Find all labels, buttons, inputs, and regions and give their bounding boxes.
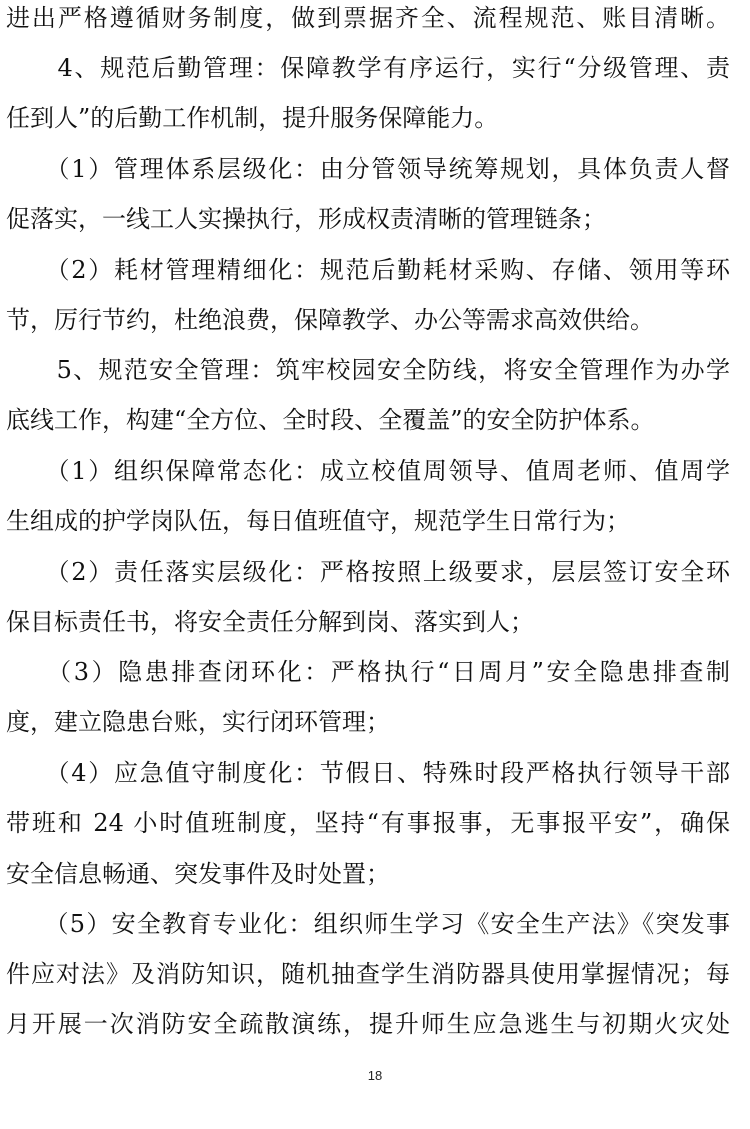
text-line: 任到人”的后勤工作机制，提升服务保障能力。 [6, 104, 499, 132]
text-line: （1）组织保障常态化：成立校值周领导、值周老师、值周学 [6, 457, 730, 485]
text-line: 带班和 24 小时值班制度，坚持“有事报事，无事报平安”，确保 [6, 809, 730, 837]
text-line: 底线工作，构建“全方位、全时段、全覆盖”的安全防护体系。 [6, 406, 655, 434]
text-line: 生组成的护学岗队伍，每日值班值守，规范学生日常行为； [6, 507, 630, 535]
text-line: （4）应急值守制度化：节假日、特殊时段严格执行领导干部 [6, 759, 730, 787]
text-line: （2）责任落实层级化：严格按照上级要求，层层签订安全环 [6, 558, 730, 586]
text-line: 进出严格遵循财务制度，做到票据齐全、流程规范、账目清晰。 [6, 4, 730, 32]
text-line: 度，建立隐患台账，实行闭环管理； [6, 708, 390, 736]
page-number: 18 [367, 1068, 383, 1083]
text-line: 5、规范安全管理：筑牢校园安全防线，将安全管理作为办学 [6, 356, 730, 384]
text-line: （5）安全教育专业化：组织师生学习《安全生产法》《突发事 [6, 910, 730, 938]
text-line: 保目标责任书，将安全责任分解到岗、落实到人； [6, 608, 534, 636]
text-line: 月开展一次消防安全疏散演练，提升师生应急逃生与初期火灾处 [6, 1010, 730, 1038]
text-line: 节，厉行节约，杜绝浪费，保障教学、办公等需求高效供给。 [6, 306, 654, 334]
text-line: （2）耗材管理精细化：规范后勤耗材采购、存储、领用等环 [6, 256, 730, 284]
text-line: 促落实，一线工人实操执行，形成权责清晰的管理链条； [6, 205, 606, 233]
text-line: （1）管理体系层级化：由分管领导统筹规划，具体负责人督 [6, 155, 730, 183]
text-line: （3）隐患排查闭环化：严格执行“日周月”安全隐患排查制 [6, 658, 730, 686]
text-line: 4、规范后勤管理：保障教学有序运行，实行“分级管理、责 [6, 54, 730, 82]
text-line: 件应对法》及消防知识，随机抽查学生消防器具使用掌握情况；每 [6, 960, 730, 988]
text-line: 安全信息畅通、突发事件及时处置； [6, 860, 390, 888]
